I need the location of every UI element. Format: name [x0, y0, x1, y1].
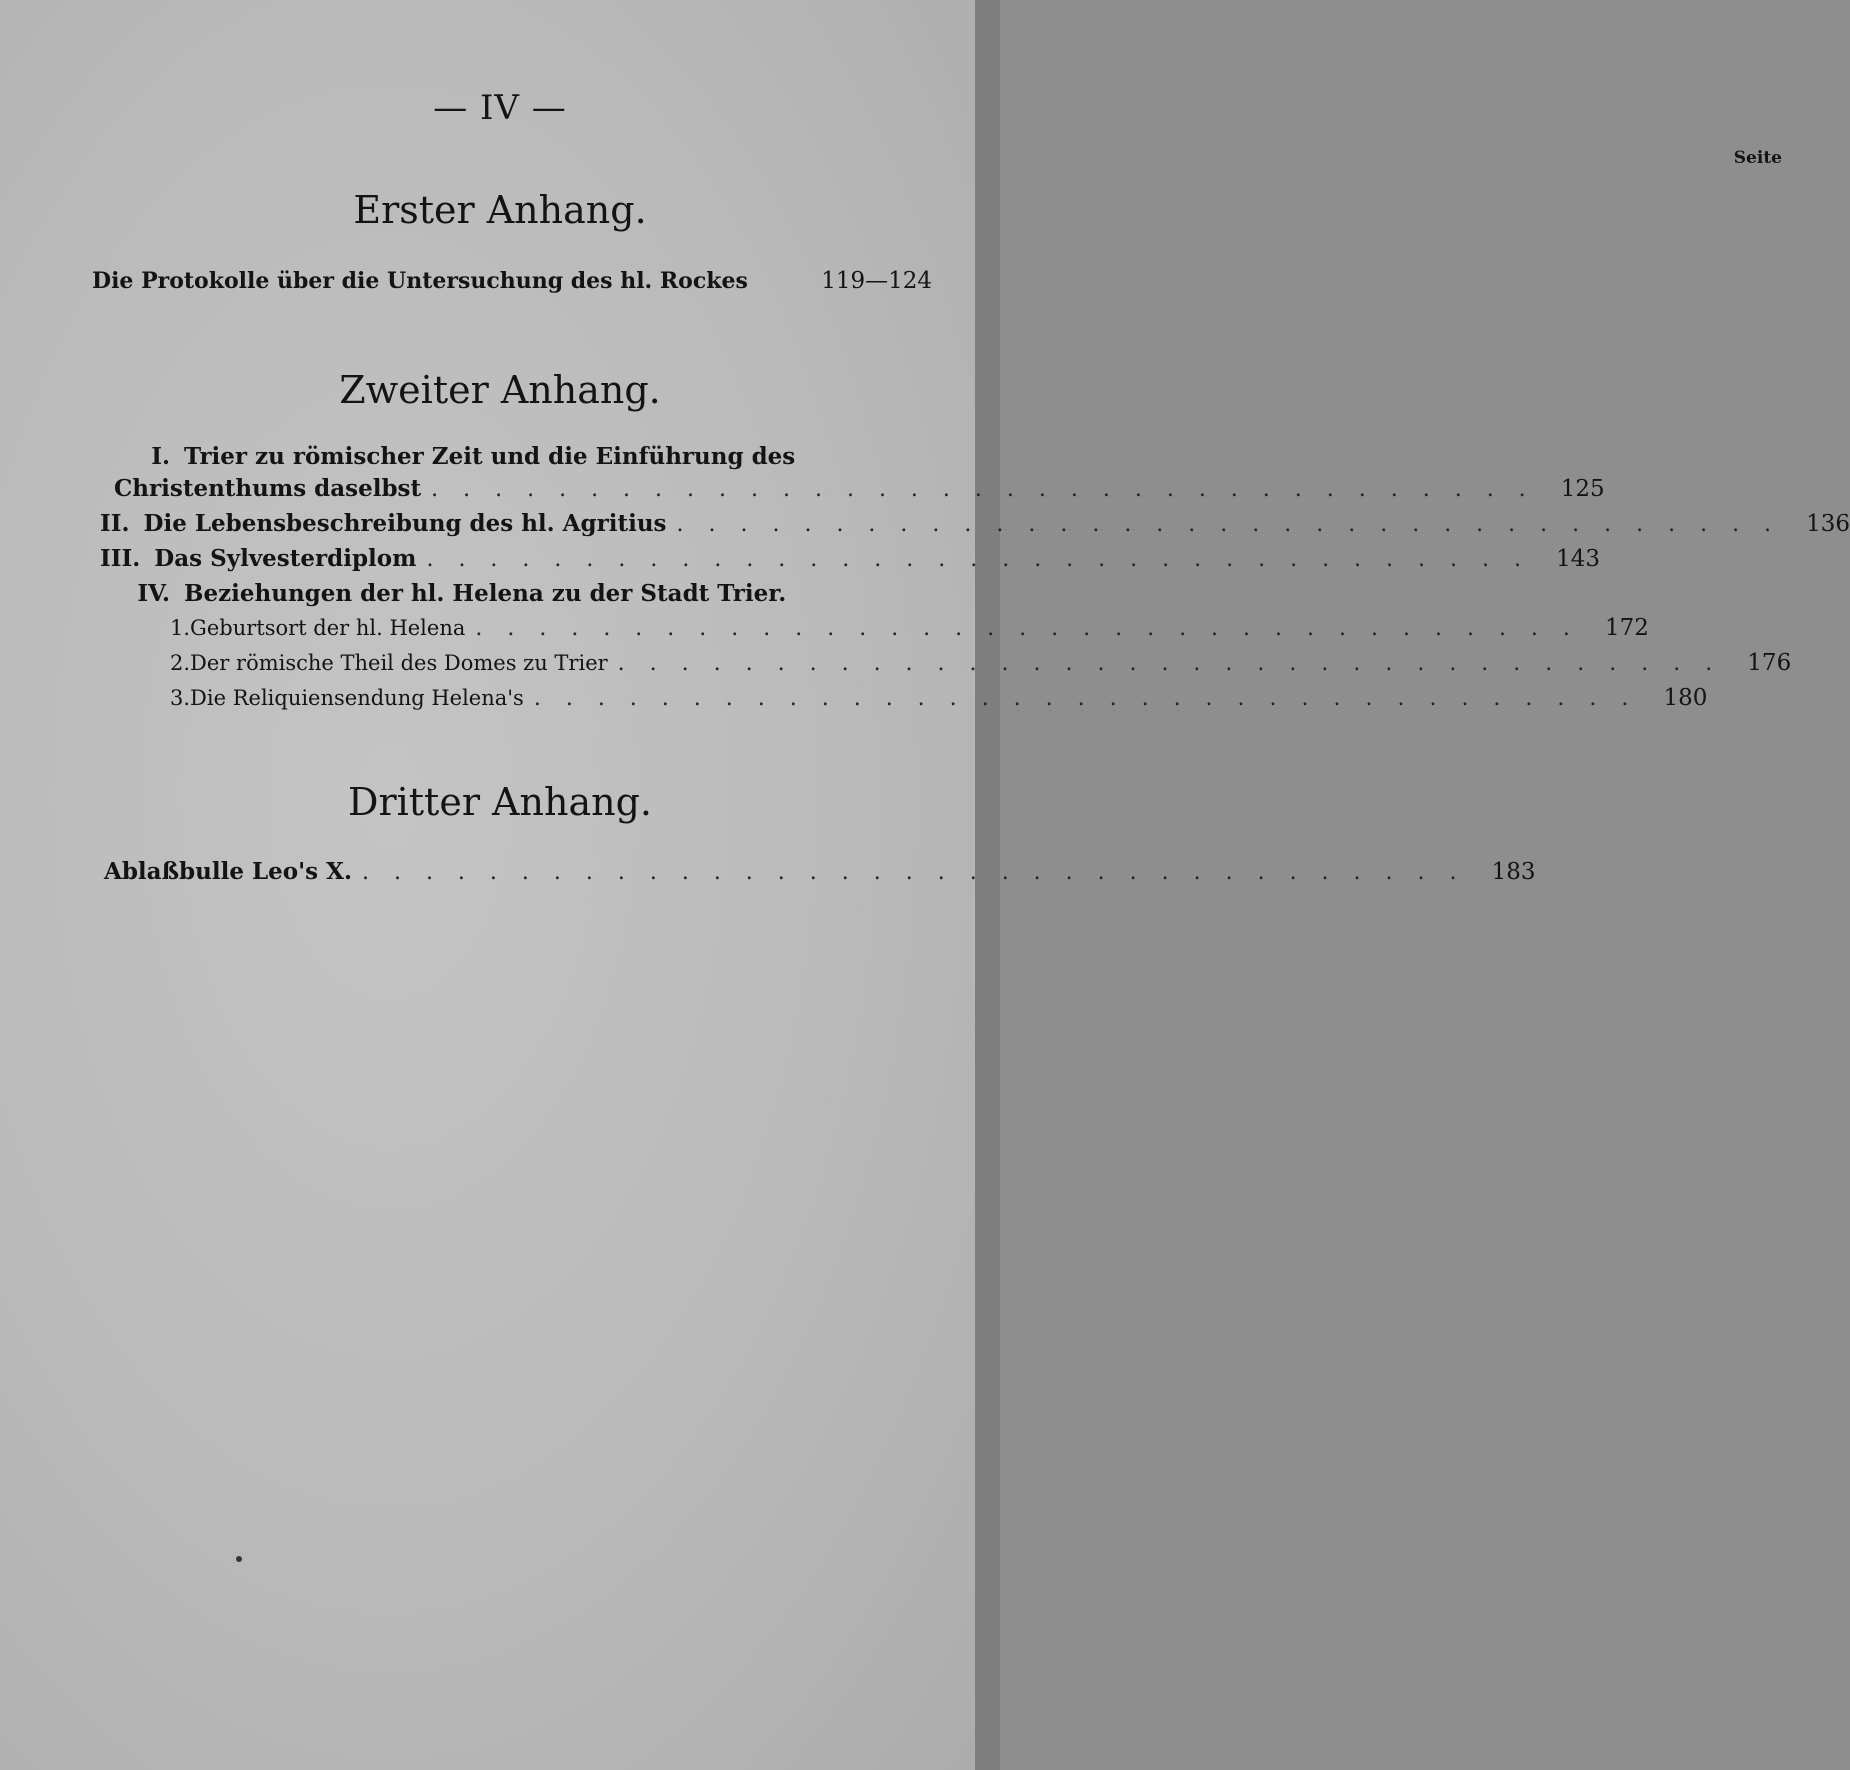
toc-entry-title: Das Sylvesterdiplom	[154, 545, 417, 572]
toc-subentry-title: Der römische Theil des Domes zu Trier	[190, 651, 608, 675]
toc-entry-number: II.	[100, 510, 130, 537]
toc-entry-title: Ablaßbulle Leo's X.	[104, 858, 352, 885]
toc-entry	[100, 443, 932, 470]
toc-subentry-page: 176	[1747, 650, 1792, 676]
toc-entry-number: I.	[151, 443, 170, 470]
toc-entry-number: IV.	[137, 580, 170, 607]
toc-subentry-page: 180	[1663, 685, 1708, 711]
toc-entry	[100, 545, 1600, 572]
section-heading-first-appendix: Erster Anhang.	[353, 188, 647, 232]
dot-leader: . . . . . . . . . . . . . . . . . . . . . . . . . . . . . . . . . . .	[431, 477, 1535, 502]
toc-entry-page: 125	[1560, 476, 1605, 502]
section-heading-second-appendix: Zweiter Anhang.	[339, 368, 661, 412]
toc-entry-page: 136	[1806, 511, 1850, 537]
dot-leader: . . . . . . . . . . . . . . . . . . . . . . . . . . . . . . . . . . .	[676, 512, 1781, 537]
toc-entry	[92, 268, 932, 294]
toc-entry-number: III.	[100, 545, 141, 572]
toc-subentry	[170, 685, 1708, 711]
toc-entry-title: Beziehungen der hl. Helena zu der Stadt Trier.	[184, 580, 787, 607]
dot-leader: . . . . . . . . . . . . . . . . . . . . . . . . . . . . . . . . . . .	[617, 651, 1722, 676]
toc-entry	[100, 580, 932, 607]
toc-subentry-number: 1.	[170, 616, 191, 640]
toc-entry-page: 183	[1491, 859, 1536, 885]
dot-leader: . . . . . . . . . . . . . . . . . . . . . . . . . . . . . . . . . . .	[475, 616, 1579, 641]
toc-subentry-page: 172	[1605, 615, 1649, 641]
toc-subentry-number: 2.	[170, 651, 191, 675]
toc-subentry-title: Geburtsort der hl. Helena	[190, 616, 466, 640]
toc-entry	[104, 858, 1536, 885]
toc-entry-title: Trier zu römischer Zeit und die Einführung des	[184, 443, 796, 470]
ink-speck	[236, 1556, 242, 1562]
dot-leader: . . . . . . . . . . . . . . . . . . . . . . . . . . . . . . . . . . .	[426, 547, 1530, 572]
toc-entry-page: 143	[1556, 546, 1600, 572]
toc-entry-continuation	[100, 475, 1605, 502]
toc-entry-title: Die Lebensbeschreibung des hl. Agritius	[143, 510, 667, 537]
dot-leader: . . . . . . . . . . . . . . . . . . . . . . . . . . . . . . . . . . .	[361, 860, 1466, 885]
page-number: — IV —	[433, 88, 567, 128]
toc-entry-page: 119—124	[821, 268, 932, 294]
toc-subentry-number: 3.	[170, 686, 191, 710]
toc-subentry-title: Die Reliquiensendung Helena's	[190, 686, 524, 710]
toc-entry-title: Die Protokolle über die Untersuchung des hl. Rockes	[92, 268, 748, 294]
page-edge	[975, 0, 1000, 1770]
bleed-through-text	[270, 290, 283, 336]
toc-entry-title-cont: Christenthums daselbst	[114, 475, 422, 502]
dot-leader: . . . . . . . . . . . . . . . . . . . . . . . . . . . . . . . . . . .	[533, 686, 1638, 711]
section-heading-third-appendix: Dritter Anhang.	[348, 780, 652, 824]
toc-entry	[100, 510, 1850, 537]
page-column-label: Seite	[1733, 148, 1782, 168]
toc-subentry	[170, 615, 1649, 641]
toc-subentry	[170, 650, 1792, 676]
